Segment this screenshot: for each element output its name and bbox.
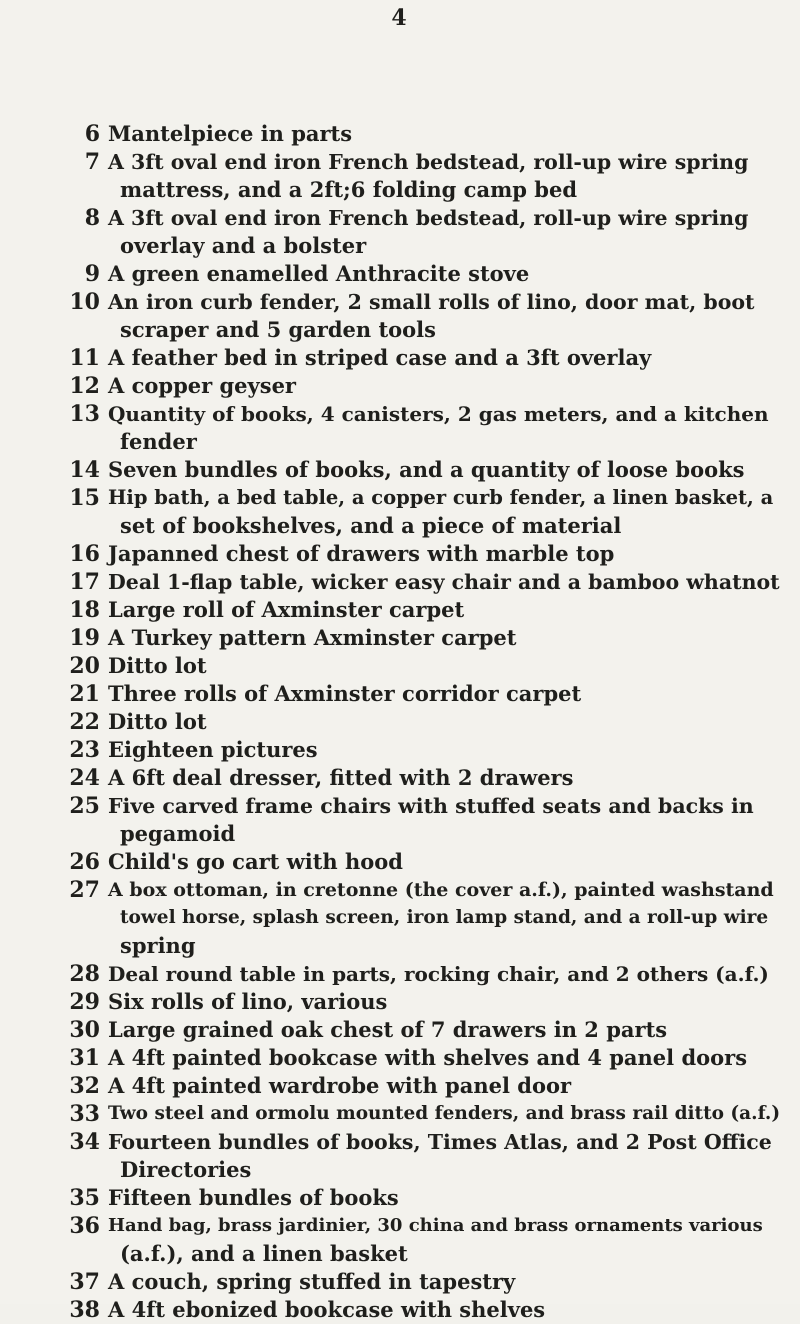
lot-line: Hip bath, a bed table, a copper curb fender, a linen basket, a [108, 486, 774, 509]
lot-description [108, 736, 780, 764]
lot-line: Child's go cart with hood [108, 849, 403, 874]
lot-description [108, 988, 780, 1016]
lot-line: A 3ft oval end iron French bedstead, roll-up wire spring [108, 206, 749, 230]
lot-number: 31 [69, 1045, 100, 1071]
lot-line: A 4ft ebonized bookcase with shelves [108, 1297, 546, 1322]
lot-line: Ditto lot [108, 709, 207, 734]
lot-number: 12 [69, 373, 100, 399]
lot-line: A 4ft painted wardrobe with panel door [108, 1073, 572, 1098]
lot-number: 26 [69, 849, 100, 875]
lot-line: Large grained oak chest of 7 drawers in 2 parts [108, 1017, 668, 1042]
lot-description [108, 792, 780, 848]
lot-number: 30 [69, 1017, 100, 1043]
lot-number: 20 [69, 653, 100, 679]
lot-description [108, 680, 780, 708]
lot-line: Seven bundles of books, and a quantity of loose books [108, 457, 745, 482]
lot-number: 7 [84, 149, 100, 175]
lot-line: A couch, spring stuffed in tapestry [108, 1269, 516, 1294]
lot-line: fender [120, 429, 197, 454]
lot-line: Mantelpiece in parts [108, 121, 353, 146]
lot-description [108, 120, 780, 148]
lot-description [108, 1296, 780, 1324]
lot-line: A Turkey pattern Axminster carpet [108, 625, 517, 650]
lot-description [108, 148, 780, 204]
lot-number: 33 [69, 1101, 100, 1127]
lot-line: A 3ft oval end iron French bedstead, roll-up wire spring [108, 150, 749, 174]
lot-line: (a.f.), and a linen basket [120, 1241, 408, 1266]
lot-description [108, 344, 780, 372]
lot-description [108, 260, 780, 288]
lot-line: Two steel and ormolu mounted fenders, and brass rail ditto (a.f.) [108, 1103, 781, 1124]
lot-line: Directories [120, 1157, 252, 1182]
lot-description [108, 708, 780, 736]
lot-number: 29 [69, 989, 100, 1015]
lot-line: A green enamelled Anthracite stove [108, 261, 530, 286]
lot-description [108, 372, 780, 400]
lot-number: 13 [69, 401, 100, 427]
lot-line: Deal 1-flap table, wicker easy chair and a bamboo whatnot [108, 570, 780, 594]
lot-line: Six rolls of lino, various [108, 989, 388, 1014]
lot-line: Deal round table in parts, rocking chair, and 2 others (a.f.) [108, 962, 769, 986]
lot-line: Ditto lot [108, 653, 207, 678]
lot-line: set of bookshelves, and a piece of material [120, 513, 622, 538]
lot-description [108, 204, 780, 260]
lot-number: 36 [69, 1213, 100, 1239]
lot-line: A 6ft deal dresser, fitted with 2 drawers [108, 765, 574, 790]
lot-number: 19 [69, 625, 100, 651]
lot-number: 9 [84, 261, 100, 287]
lot-description [108, 540, 780, 568]
lot-line: pegamoid [120, 821, 236, 846]
lot-description [108, 568, 780, 596]
lot-number: 38 [69, 1297, 100, 1323]
lot-description [108, 1268, 780, 1296]
lot-number: 24 [69, 765, 100, 791]
lot-line: Fourteen bundles of books, Times Atlas, and 2 Post Office [108, 1130, 772, 1154]
lot-number: 17 [69, 569, 100, 595]
lot-description [108, 1128, 780, 1184]
lot-number: 27 [69, 877, 100, 903]
lot-number: 35 [69, 1185, 100, 1211]
lot-line: mattress, and a 2ft;6 folding camp bed [120, 177, 578, 202]
lot-line: An iron curb fender, 2 small rolls of lino, door mat, boot [108, 290, 755, 314]
lot-number: 22 [69, 709, 100, 735]
lot-description [108, 1016, 780, 1044]
lot-line: towel horse, splash screen, iron lamp stand, and a roll-up wire [120, 907, 769, 928]
lot-description [108, 848, 780, 876]
lot-description [108, 1100, 780, 1128]
lot-number: 32 [69, 1073, 100, 1099]
lot-number: 37 [69, 1269, 100, 1295]
lot-description [108, 596, 780, 624]
lot-description [108, 288, 780, 344]
lot-line: Large roll of Axminster carpet [108, 597, 465, 622]
lot-description [108, 1072, 780, 1100]
lot-number: 18 [69, 597, 100, 623]
lot-line: Fifteen bundles of books [108, 1185, 399, 1210]
lot-description [108, 764, 780, 792]
lot-line: A box ottoman, in cretonne (the cover a.f.), painted washstand [108, 879, 774, 901]
lot-number: 16 [69, 541, 100, 567]
lot-description [108, 624, 780, 652]
lot-number: 10 [69, 289, 100, 315]
lot-number: 34 [69, 1129, 100, 1155]
lot-description [108, 1212, 780, 1268]
lot-number: 28 [69, 961, 100, 987]
lot-line: Three rolls of Axminster corridor carpet [108, 681, 582, 706]
lot-line: A copper geyser [108, 373, 296, 398]
lot-number: 14 [69, 457, 100, 483]
lot-line: spring [120, 933, 196, 958]
page-number: 4 [391, 5, 407, 31]
lot-number: 25 [69, 793, 100, 819]
lot-description [108, 876, 780, 960]
lot-description [108, 652, 780, 680]
lot-description [108, 1184, 780, 1212]
lot-line: Japanned chest of drawers with marble top [108, 541, 615, 566]
lot-line: A feather bed in striped case and a 3ft overlay [108, 345, 652, 370]
lot-line: scraper and 5 garden tools [120, 317, 436, 342]
lot-line: overlay and a bolster [120, 233, 367, 258]
lot-line: Five carved frame chairs with stuffed seats and backs in [108, 794, 754, 818]
lot-description [108, 400, 780, 456]
lot-number: 8 [84, 205, 100, 231]
lot-line: Eighteen pictures [108, 737, 318, 762]
lot-description [108, 1044, 780, 1072]
lot-description [108, 960, 780, 988]
lot-line: A 4ft painted bookcase with shelves and 4 panel doors [108, 1045, 748, 1070]
lot-number: 6 [84, 121, 100, 147]
lot-line: Hand bag, brass jardinier, 30 china and brass ornaments various [108, 1215, 763, 1236]
lot-number: 23 [69, 737, 100, 763]
lot-number: 15 [69, 485, 100, 511]
lot-description [108, 484, 780, 540]
lot-description [108, 456, 780, 484]
lot-number: 21 [69, 681, 100, 707]
lot-number: 11 [69, 345, 100, 371]
lot-line: Quantity of books, 4 canisters, 2 gas meters, and a kitchen [108, 402, 769, 426]
